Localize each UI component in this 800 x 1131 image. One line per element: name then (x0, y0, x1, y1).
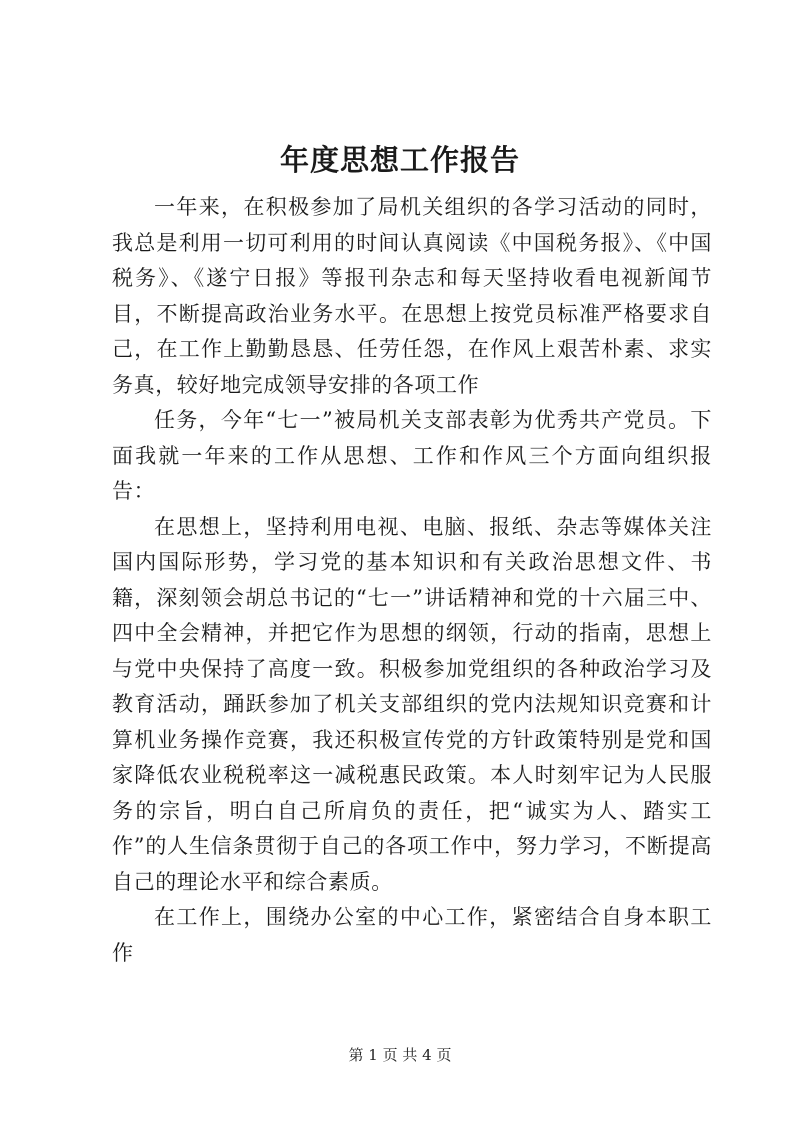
paragraph-4: 在工作上，围绕办公室的中心工作，紧密结合自身本职工作 (112, 905, 712, 965)
document-title: 年度思想工作报告 (279, 143, 520, 177)
paragraph-1: 一年来，在积极参加了局机关组织的各学习活动的同时，我总是利用一切可利用的时间认真阅读《中国税务报》、《中国税务》、《遂宁日报》等报刊杂志和每天坚持收看电视新闻节目，不断提高政治业务水平。在思想上按党员标准严格要求自己，在工作上勤勤恳恳、任劳任怨，在作风上艰苦朴素、求实务真，较好地完成领导安排的各项工作 (112, 195, 712, 397)
page-footer: 第 1 页 共 4 页 (348, 1046, 452, 1064)
paragraph-3: 在思想上，坚持利用电视、电脑、报纸、杂志等媒体关注国内国际形势，学习党的基本知识和有关政治思想文件、书籍，深刻领会胡总书记的“七一”讲话精神和党的十六届三中、四中全会精神，并把它作为思想的纲领，行动的指南，思想上与党中央保持了高度一致。积极参加党组织的各种政治学习及教育活动，踊跃参加了机关支部组织的党内法规知识竞赛和计算机业务操作竞赛，我还积极宣传党的方针政策特别是党和国家降低农业税税率这一减税惠民政策。本人时刻牢记为人民服务的宗旨，明白自己所肩负的责任，把“诚实为人、踏实工作”的人生信条贯彻于自己的各项工作中，努力学习，不断提高自己的理论水平和综合素质。 (112, 514, 712, 894)
document-body (112, 190, 712, 971)
paragraph-2: 任务，今年“七一”被局机关支部表彰为优秀共产党员。下面我就一年来的工作从思想、工作和作风三个方面向组织报告： (112, 408, 712, 503)
